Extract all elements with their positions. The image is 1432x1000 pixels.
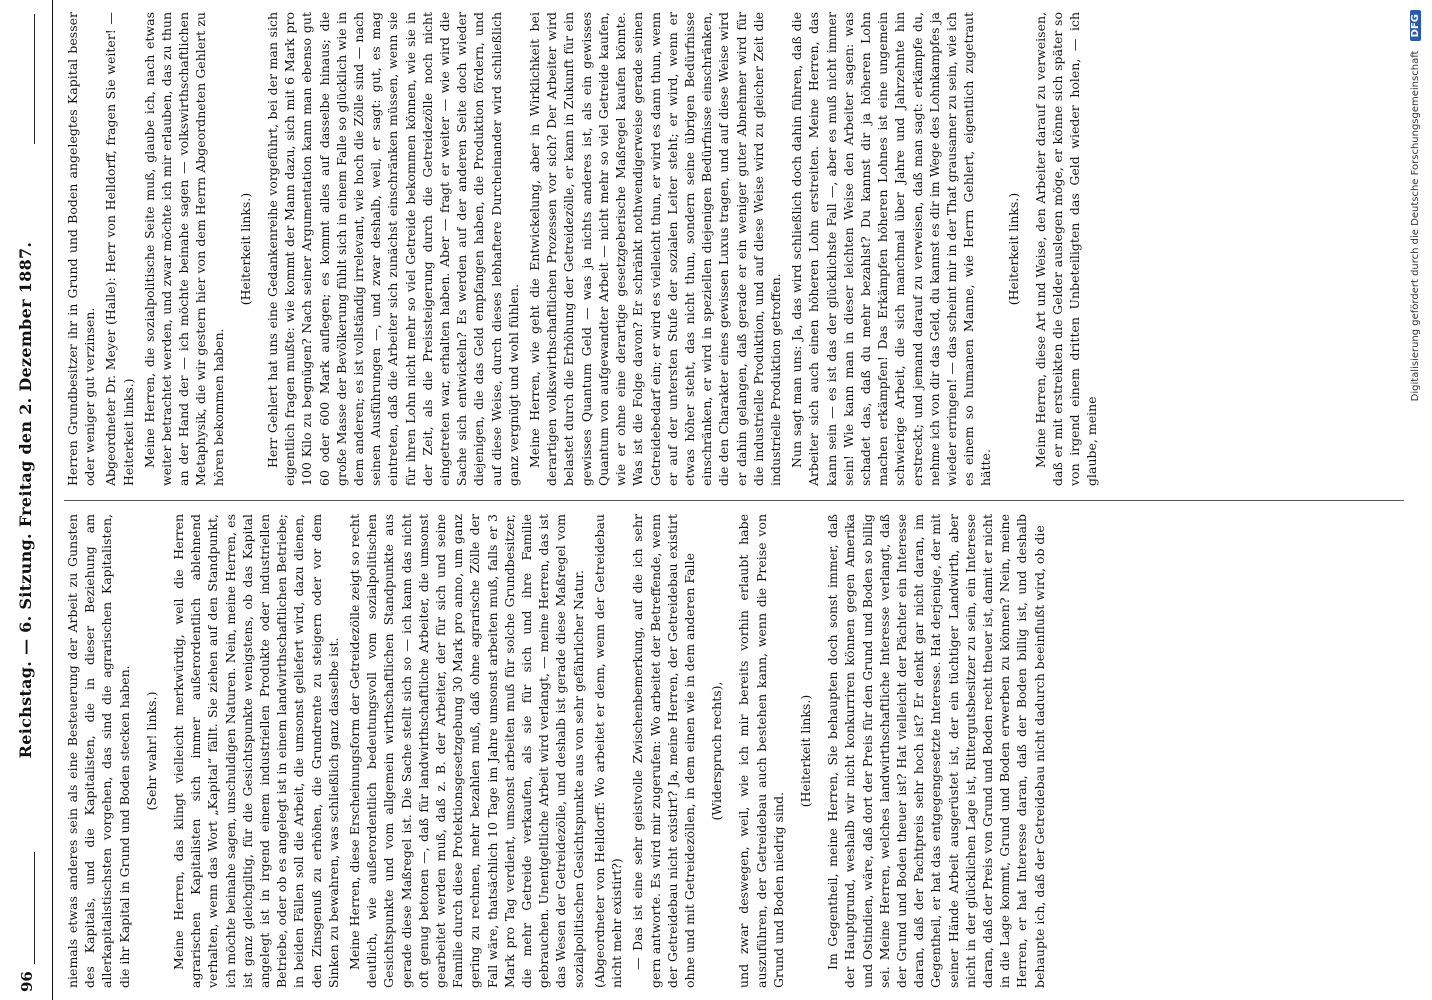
header-right-rule [34,14,35,144]
right-column-remark: (Heiterkeit links.) [237,192,253,306]
column-divider [64,500,1404,501]
right-column-paragraph: Abgeordneter Dr. Meyer (Halle): Herr von Helldorff, fragen Sie weiter! — Heiterkeit links.) [103,12,136,486]
left-column-paragraph: Im Gegentheil, meine Herren, Sie behaupten doch sonst immer, daß der Hauptgrund, weshalb wir nicht konkurriren können gegen Amerika und Ostindien, wäre, daß dort der Preis für den Grund und Boden so billig sei. Meine Herren, welches landwirthschaftliche Interesse verlangt, daß der Grund und Boden theuer ist? Hat vielleicht der Pächter ein Interesse daran, daß der Pachtpreis sehr hoch ist? Er denkt gar nicht daran, im Gegentheil, er hat das entgegengesetzte Interesse. Hat derjenige, der mit seiner Hände Arbeit ausgerüstet ist, der ein tüchtiger Landwirth, aber nicht in der glücklichen Lage ist, Rittergutsbesitzer zu sein, ein Interesse daran, daß der Preis von Grund und Boden recht theuer ist, damit er nicht in die Lage kommt, Grund und Boden erwerben zu können? Nein, meine Herren, er hat Interesse daran, daß der Boden billig ist, und deshalb behaupte ich, daß der Getreidebau nicht dadurch beeinflußt wird, ob die [825,514,1047,988]
left-column-paragraph: Meine Herren, das klingt vielleicht merkwürdig, weil die Herren agrarischen Kapitalisten sich immer außerordentlich ablehnend verhalten, wenn das Wort „Kapital“ fällt. Sie ziehen auf den Standpunkt, ich möchte beinahe sagen, unschuldigen Naturen. Nein, meine Herren, es ist ganz gleichgiltig, für die Gesichtspunkte wenigstens, ob das Kapital angelegt ist in irgend einem industriellen Produkte oder industriellen Betriebe, oder ob es angelegt ist in einem landwirthschaftlichen Betriebe; in beiden Fällen soll die Arbeit, die umsonst geliefert wird, dazu dienen, den Zinsgenuß zu erhöhen, die Grundrente zu steigern oder vor dem Sinken zu bewahren, was schließlich ganz dasselbe ist. [171,514,341,988]
right-column-paragraph: Nun sagt man uns: Ja, das wird schließlich doch dahin führen, daß die Arbeiter sich auch einen höheren Lohn erstreiten. Meine Herren, das kann sein — es ist das der glücklichste Fall —, aber es muß nicht immer sein! Wie kann man in dieser leichten Weise den Arbeiter sagen: was schadet das, daß du mehr bezahlst? Du kannst dir ja höheren Lohn machen erkämpfen! Das Erkämpfen höheren Lohnes ist eine ungemein schwierige Arbeit, die sich manchmal über Jahre und Jahrzehnte hin erstreckt; und jemand darauf zu verweisen, daß man sagt: erkämpfe du, nehme ich von dir das Geld, du kannst es dir im Wege des Lohnkampfes ja wieder erringen! — das scheint mir in der That grausamer zu sein, wie ich es einem so humanen Manne, wie Herrn Gehlert, eigentlich zugetraut hätte. [789,12,994,486]
header-left-rule [34,852,35,964]
dfg-logo: DFG [1410,10,1421,41]
left-column-paragraph: und zwar deswegen, weil, wie ich mir bereits vorhin erlaubt habe auszuführen, der Getreidebau auch bestehen kann, wenn die Preise von Grund und Boden niedrig sind. [736,514,786,988]
right-column-remark: (Heiterkeit links.) [1005,192,1021,306]
page-number: 96 [18,971,36,992]
left-column-remark: (Heiterkeit links.) [797,694,813,808]
page-title: Reichstag. — 6. Sitzung. Freitag den 2. Dezember 1887. [16,241,35,759]
right-column-paragraph: Meine Herren, diese Art und Weise, den Arbeiter darauf zu verweisen, daß er mit erstreikten die Gelder auslegen möge, er könne sich später so von irgend einem dritten Unbeteiligten das Geld wieder holen, — ich glaube, meine [1032,12,1100,486]
left-column-paragraph: (Abgeordneter von Helldorff: Wo arbeitet er denn, wenn der Getreidebau nicht mehr existirt?) [591,514,625,988]
page-header [0,0,60,1000]
left-column-paragraph: — Das ist eine sehr geistvolle Zwischenbemerkung, auf die ich sehr gern antworte. Es wird mir zugerufen: Wo arbeitet der Betreffende, wenn der Getreidebau nicht existirt? Ja, meine Herren, der Getreidebau existirt ohne und mit Getreidezöllen, in dem einen wie in dem anderen Falle [630,514,697,988]
right-column [64,12,1404,486]
right-column-paragraph: Meine Herren, die sozialpolitische Seite muß, glaube ich, nach etwas weiter betrachtet werden, und zwar möchte ich mir erlauben, das zu thun an der Hand der — ich möchte beinahe sagen — volkswirthschaftlichen Metaphysik, die wir gestern hier von dem Herrn Abgeordneten Gehlert zu hören bekommen haben. [141,12,226,486]
right-column-paragraph: Herren Grundbesitzer ihr in Grund und Boden angelegtes Kapital besser oder weniger gut verzinsen. [65,12,98,486]
right-column-paragraph: Meine Herren, wie geht die Entwickelung, aber in Wirklichkeit bei derartigen volkswirthschaftlichen Prozessen vor sich? Der Arbeiter wird belastet durch die Erhöhung der Getreidezölle, er kann in Zukunft für ein gewisses Quantum Geld — was ja nichts anderes ist, als ein gewisses Quantum von aufgewandter Arbeit — nicht mehr so viel Getreide kaufen, wie er ohne eine derartige gesetzgeberische Maßregel kaufen könnte. Was ist die Folge davon? Er schränkt nothwendigerweise gerade seinen Getreidebedarf ein; er wird es vielleicht thun, er wird es dann thun, wenn er auf der untersten Stufe der sozialen Leiter steht; er wird, wenn er etwas höher steht, das nicht thun, sondern seine übrigen Bedürfnisse einschränken, er wird in speziellen diejenigen Bedürfnisse einschränken, die den Charakter eines gewissen Luxus tragen, und auf diese Weise wird er dahin gelangen, daß gerade er ein weniger guter Abnehmer wird für die industrielle Produktion, und auf diese Weise wird zu gleicher Zeit die industrielle Produktion getroffen. [527,12,783,486]
digitization-note: Digitalisierung gefördert durch die Deutsche Forschungsgemeinschaft [1410,50,1421,402]
left-column-remark: (Sehr wahr! links.) [143,691,159,811]
left-column-remark: (Widerspruch rechts), [709,681,725,821]
left-column-paragraph: niemals etwas anderes sein als eine Besteuerung der Arbeit zu Gunsten des Kapitals, und die Kapitalisten, die in dieser Beziehung am allerkapitalistischsten vorgehen, das sind die agrarischen Kapitalisten, die ihr Kapital in Grund und Boden stecken haben. [65,514,132,988]
digitization-footer [1410,10,1428,700]
left-column-paragraph: Meine Herren, diese Erscheinungsform der Getreidezölle zeigt so recht deutlich, wie außerordentlich bedeutungsvoll vom sozialpolitischen Gesichtspunkte und vom allgemein wirthschaftlichen Standpunkte aus gerade diese Maßregel ist. Die Sache stellt sich so — ich kann das nicht oft genug betonen —, daß für landwirthschaftliche Arbeiter, die umsonst gearbeitet werden muß, daß z. B. der Arbeiter, der für sich und seine Familie durch diese Protektionsgesetzgebung 30 Mark pro anno, um ganz gering zu rechnen, mehr bezahlen muß, daß ohne agrarische Zölle der Fall wäre, thatsächlich 10 Tage im Jahre umsonst arbeiten muß, falls er 3 Mark pro Tag verdient, umsonst arbeiten muß für solche Grundbesitzer, die mehr Getreide verkaufen, als sie für sich und ihre Familie gebrauchen. Unentgeltliche Arbeit wird verlangt, — meine Herren, das ist das Wesen der Getreidezölle, und deshalb ist gerade diese Maßregel vom sozialpolitischen Gesichtspunkte aus von sehr gefährlicher Natur. [347,514,586,988]
right-column-paragraph: Herr Gehlert hat uns eine Gedankenreihe vorgeführt, bei der man sich eigentlich fragen mußte: wie kommt der Mann dazu, sich mit 6 Mark pro 100 Kilo zu begnügen? Nach seiner Argumentation kann man ebenso gut 60 oder 600 Mark auflegen; es kommt alles auf dasselbe hinaus; die große Masse der Bevölkerung fühlt sich in einem Falle so glücklich wie in dem anderen; es ist vollständig irrelevant, wie hoch die Zölle sind — nach seinen Ausführungen —, und zwar deshalb, weil, er sagt: gut, es mag eintreten, daß die Arbeiter sich zunächst einschränken müssen, wenn sie für ihren Lohn nicht mehr so viel Getreide bekommen können, wie sie in der Zeit, als die Preissteigerung durch die Getreidezölle noch nicht eingetreten war, erhalten haben. Aber — fragt er weiter — wie wird die Sache sich entwickeln? Es werden auf der anderen Seite doch wieder diejenigen, die das Geld empfangen haben, die Produktion fördern, und auf diese Weise, durch dieses lebhaftere Durcheinander wird schließlich ganz vergnügt und wohl fühlen. [265,12,521,486]
left-column [64,514,1404,988]
header-rule [52,0,53,1000]
